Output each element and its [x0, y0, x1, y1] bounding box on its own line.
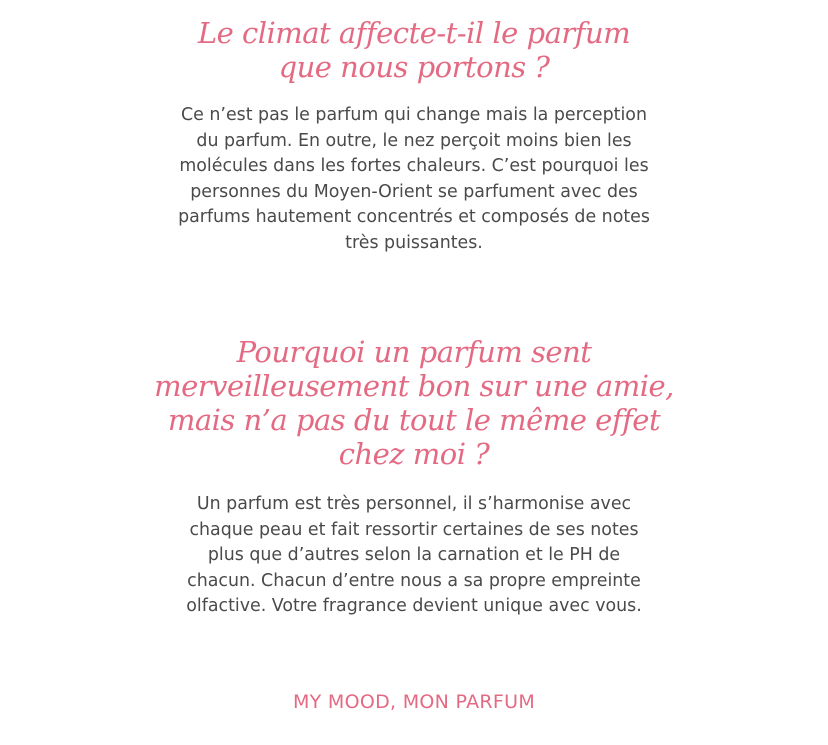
faq-question: Pourquoi un parfum sent merveilleusement bon sur une amie, mais n’a pas du tout le même effet chez moi ? — [154, 335, 674, 471]
faq-item — [0, 335, 828, 620]
faq-answer: Un parfum est très personnel, il s’harmonise avec chaque peau et fait ressortir certaines de ses notes plus que d’autres selon la carnation et le PH de chacun. Chacun d’entre nous a sa propre empreinte olfactive. Votre fragrance devient unique avec vous. — [186, 494, 642, 616]
faq-question: Le climat affecte-t-il le parfum que nous portons ? — [197, 16, 631, 84]
faq-answer: Ce n’est pas le parfum qui change mais la perception du parfum. En outre, le nez perçoit moins bien les molécules dans les fortes chaleurs. C’est pourquoi les personnes du Moyen-Orient se parfument avec des parfums hautement concentrés et composés de notes très puissantes. — [178, 105, 650, 253]
faq-item — [0, 16, 828, 256]
brand-link[interactable]: MY MOOD, MON PARFUM — [292, 691, 536, 713]
